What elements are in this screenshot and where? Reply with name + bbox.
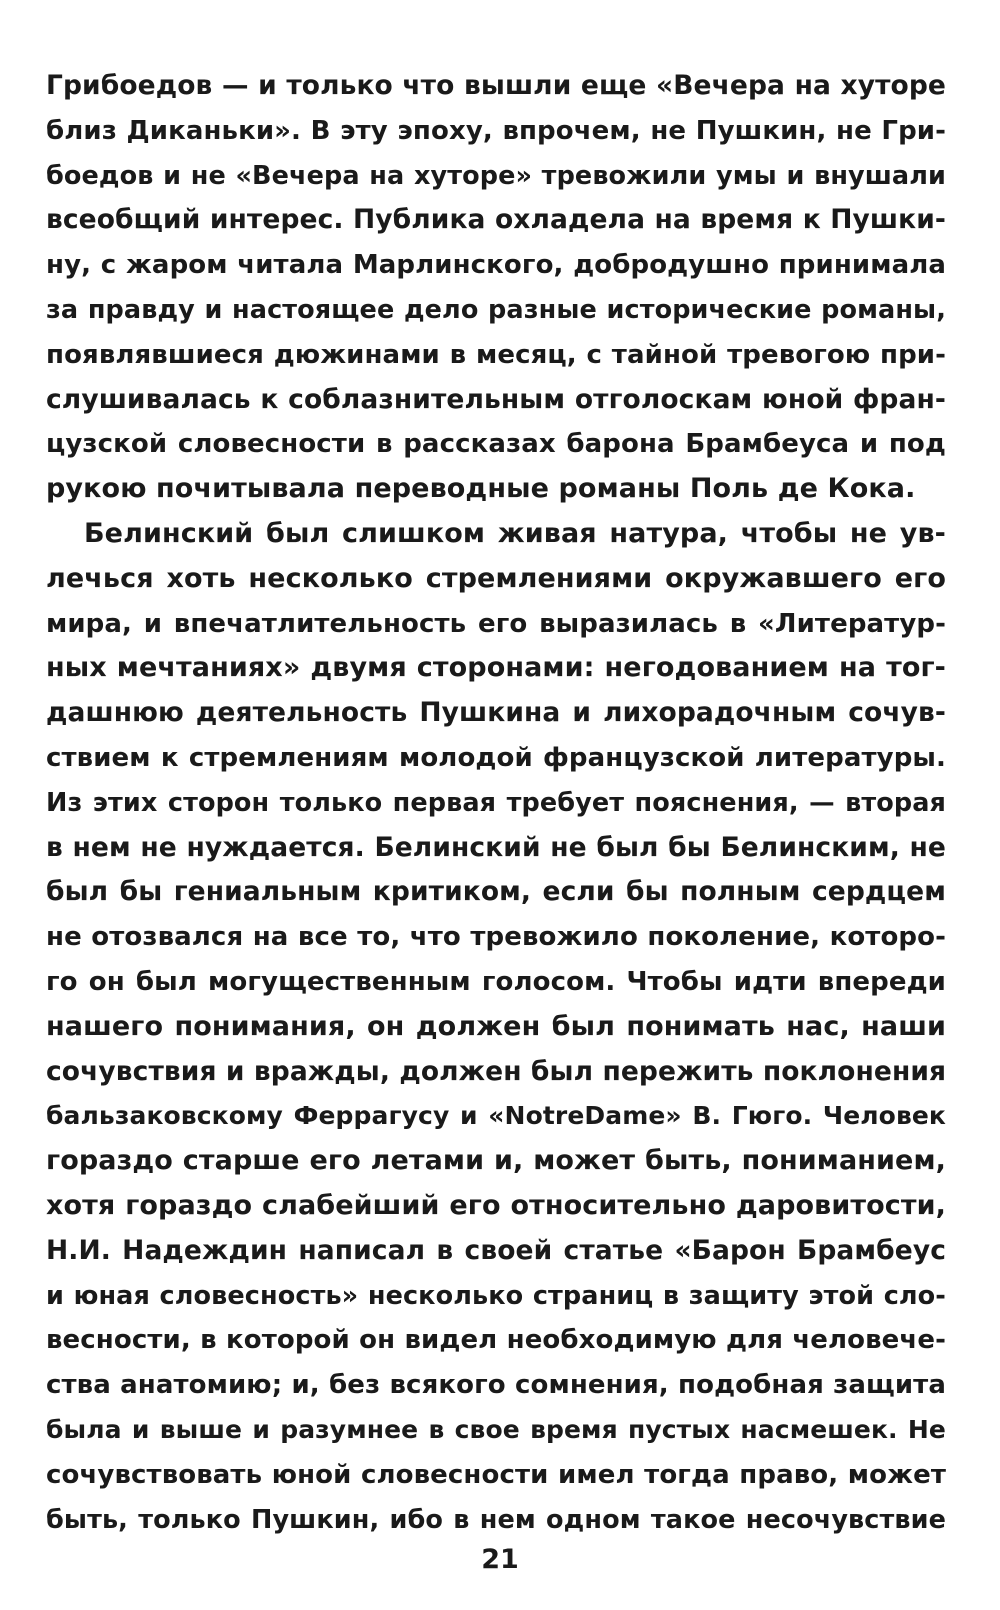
body-text — [46, 64, 946, 1542]
text-line: гораздо старше его летами и, может быть, пониманием, — [46, 1145, 946, 1177]
text-line: мира, и впечатлительность его выразилась в «Литератур- — [46, 608, 946, 639]
text-line: ствием к стремлениям молодой французской литературы. — [46, 742, 946, 773]
text-line: хотя гораздо слабейший его относительно даровитости, — [46, 1189, 946, 1221]
text-line: Грибоедов — и только что вышли еще «Вечера на хуторе — [46, 70, 946, 101]
text-line: цузской словесности в рассказах барона Брамбеуса и под — [46, 429, 946, 460]
text-line: была и выше и разумнее в свое время пустых насмешек. Не — [46, 1414, 946, 1444]
paragraph-2 — [46, 512, 946, 1542]
text-line: Н.И. Надеждин написал в своей статье «Барон Брамбеус — [46, 1234, 946, 1266]
text-line: появлявшиеся дюжинами в месяц, с тайной тревогою при- — [46, 339, 946, 370]
text-line: рукою почитывала переводные романы Поль де Кока. — [46, 473, 916, 505]
page-number: 21 — [481, 1544, 519, 1575]
text-line: боедов и не «Вечера на хуторе» тревожили умы и внушали — [46, 160, 946, 191]
text-line: слушивалась к соблазнительным отголоскам юной фран- — [46, 383, 946, 415]
text-line: сочувствовать юной словесности имел тогда право, может — [46, 1459, 946, 1490]
text-line: был бы гениальным критиком, если бы полным сердцем — [46, 876, 946, 908]
text-line: ну, с жаром читала Марлинского, добродушно принимала — [46, 250, 946, 281]
text-line: Белинский был слишком живая натура, чтобы не ув- — [84, 517, 946, 549]
text-line: всеобщий интерес. Публика охладела на время к Пушки- — [46, 204, 946, 236]
text-line: сочувствия и вражды, должен был пережить поклонения — [46, 1055, 947, 1087]
text-line: близ Диканьки». В эту эпоху, впрочем, не Пушкин, не Гри- — [46, 115, 946, 146]
text-line: быть, только Пушкин, ибо в нем одном такое несочувствие — [46, 1504, 946, 1535]
paragraph-1 — [46, 64, 946, 512]
text-line: за правду и настоящее дело разные исторические романы, — [46, 294, 946, 325]
text-line: Из этих сторон только первая требует пояснения, — вторая — [46, 787, 946, 818]
text-line: в нем не нуждается. Белинский не был бы Белинским, не — [46, 831, 946, 863]
text-line: ства анатомию; и, без всякого сомнения, подобная защита — [46, 1370, 946, 1401]
text-line: дашнюю деятельность Пушкина и лихорадочным сочув- — [46, 697, 946, 729]
text-line: лечься хоть несколько стремлениями окружавшего его — [46, 562, 946, 594]
text-line: не отозвался на все то, что тревожило поколение, которо- — [46, 922, 946, 953]
text-line: го он был могущественным голосом. Чтобы идти впереди — [46, 966, 946, 997]
text-line: нашего понимания, он должен был понимать нас, наши — [46, 1010, 946, 1042]
text-line: и юная словесность» несколько страниц в защиту этой сло- — [46, 1280, 946, 1311]
text-line: бальзаковскому Феррагусу и «NotreDame» В. Гюго. Человек — [46, 1101, 946, 1131]
text-line: ных мечтаниях» двумя сторонами: негодованием на тог- — [46, 652, 946, 684]
text-line: весности, в которой он видел необходимую для человече- — [46, 1325, 946, 1356]
